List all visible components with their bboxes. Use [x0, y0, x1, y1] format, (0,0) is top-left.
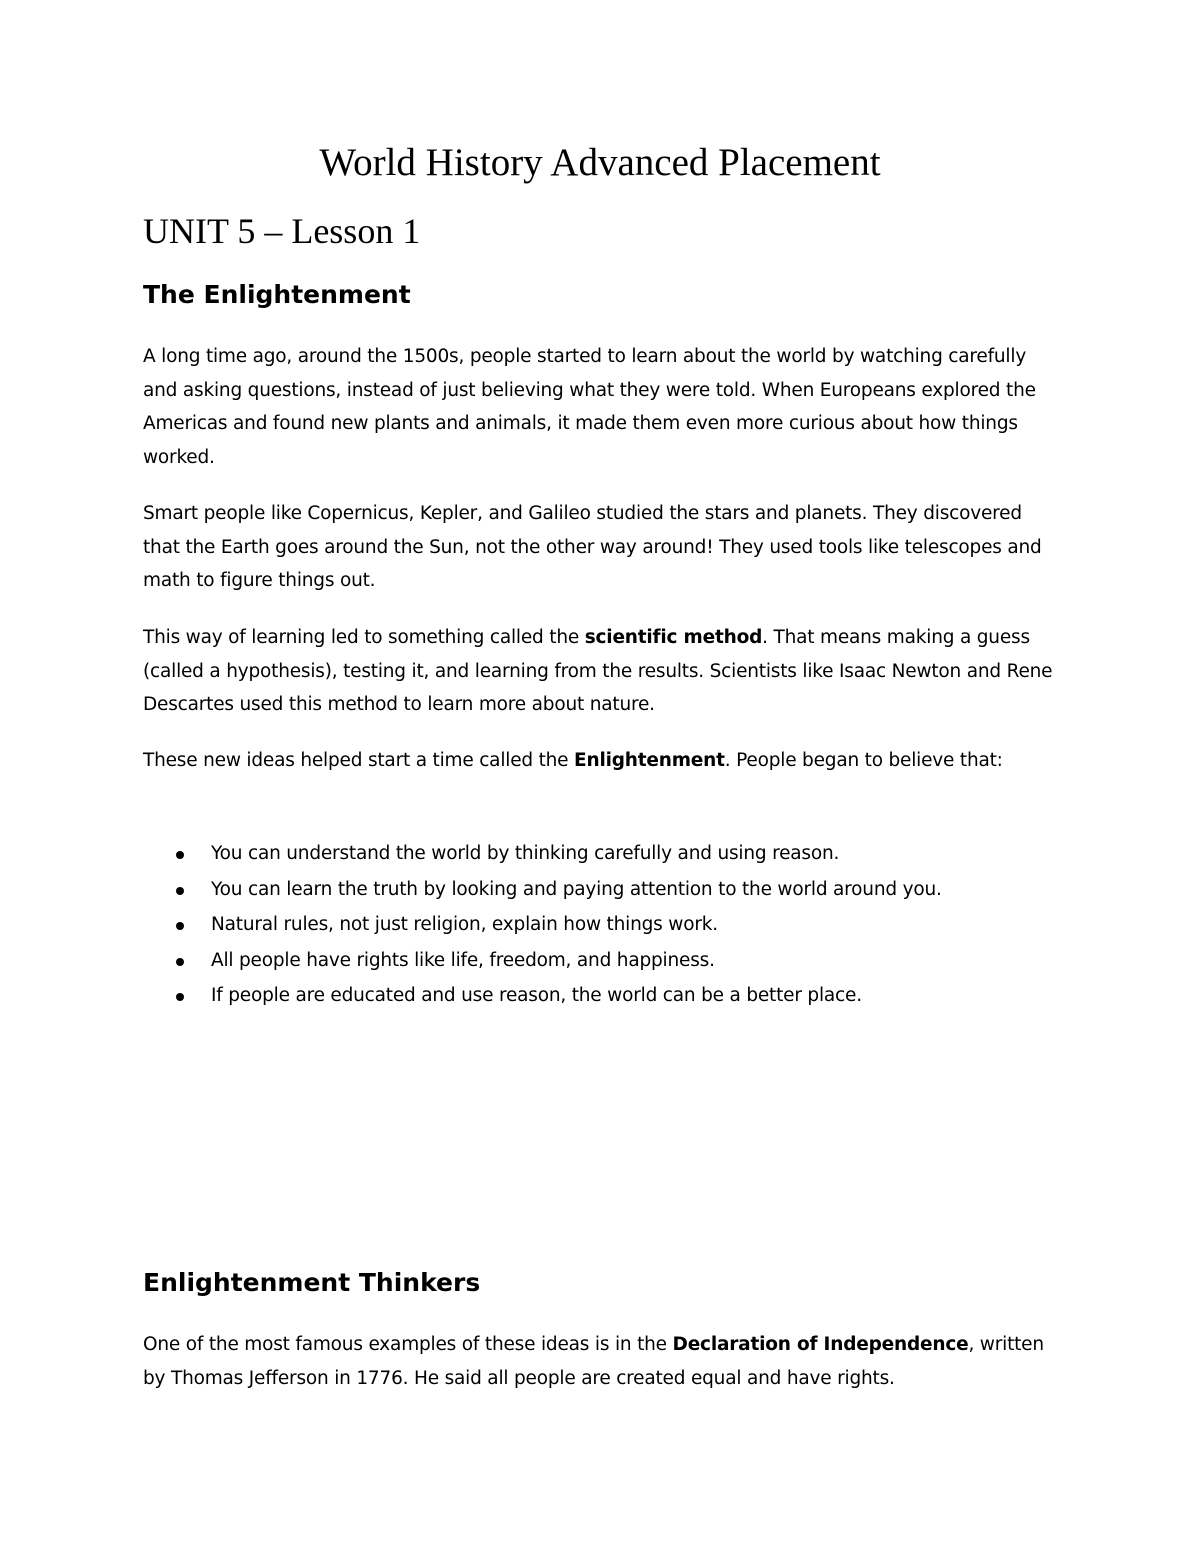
list-item — [143, 978, 1063, 1014]
bullet-icon — [176, 922, 184, 930]
list-item-text: You can understand the world by thinking carefully and using reason. — [211, 843, 840, 864]
list-item — [143, 943, 1063, 979]
paragraph-text: , written by Thomas Jefferson in 1776. He said all people are created equal and have rights. — [143, 1334, 1044, 1389]
bold-term-scientific-method: scientific method — [584, 627, 763, 648]
bold-term-declaration: Declaration of Independence — [672, 1334, 969, 1355]
list-item — [143, 836, 1063, 872]
section-heading-thinkers: Enlightenment Thinkers — [143, 1268, 481, 1297]
paragraph-intro: A long time ago, around the 1500s, people started to learn about the world by watching carefully and asking questions, instead of just believing what they were told. When Europeans explored the Americas and found new plants and animals, it made them even more curious about how things worked. — [143, 346, 1036, 468]
paragraph-text: One of the most famous examples of these ideas is in the — [143, 1334, 673, 1355]
unit-title: UNIT 5 – Lesson 1 — [143, 211, 421, 251]
list-item — [143, 872, 1063, 908]
bullet-icon — [176, 851, 184, 859]
document-title: World History Advanced Placement — [319, 141, 881, 184]
paragraph-scientific-method — [143, 621, 1063, 722]
bullet-icon — [176, 993, 184, 1001]
beliefs-bullet-list — [143, 836, 1063, 1014]
bullet-icon — [176, 958, 184, 966]
paragraph-enlightenment-beliefs — [143, 744, 1063, 778]
paragraph-astronomers: Smart people like Copernicus, Kepler, and Galileo studied the stars and planets. They discovered that the Earth goes around the Sun, not the other way around! They used tools like telescopes and math to figure things out. — [143, 503, 1042, 591]
paragraph-text: . That means making a guess (called a hypothesis), testing it, and learning from the results. Scientists like Isaac Newton and Rene Descartes used this method to learn more about nature. — [143, 627, 1053, 715]
paragraph-text: . People began to believe that: — [724, 750, 1003, 771]
paragraph-text: These new ideas helped start a time called the — [143, 750, 575, 771]
bold-term-enlightenment: Enlightenment — [574, 750, 725, 771]
section-heading-enlightenment: The Enlightenment — [143, 280, 411, 309]
list-item-text: All people have rights like life, freedom, and happiness. — [211, 949, 715, 971]
paragraph-declaration — [143, 1328, 1063, 1395]
list-item — [143, 907, 1063, 943]
paragraph-text: This way of learning led to something called the — [143, 627, 585, 648]
list-item-text: You can learn the truth by looking and paying attention to the world around you. — [211, 878, 942, 900]
list-item-text: Natural rules, not just religion, explain how things work. — [211, 914, 718, 935]
list-item-text: If people are educated and use reason, the world can be a better place. — [211, 985, 862, 1006]
bullet-icon — [176, 887, 184, 895]
